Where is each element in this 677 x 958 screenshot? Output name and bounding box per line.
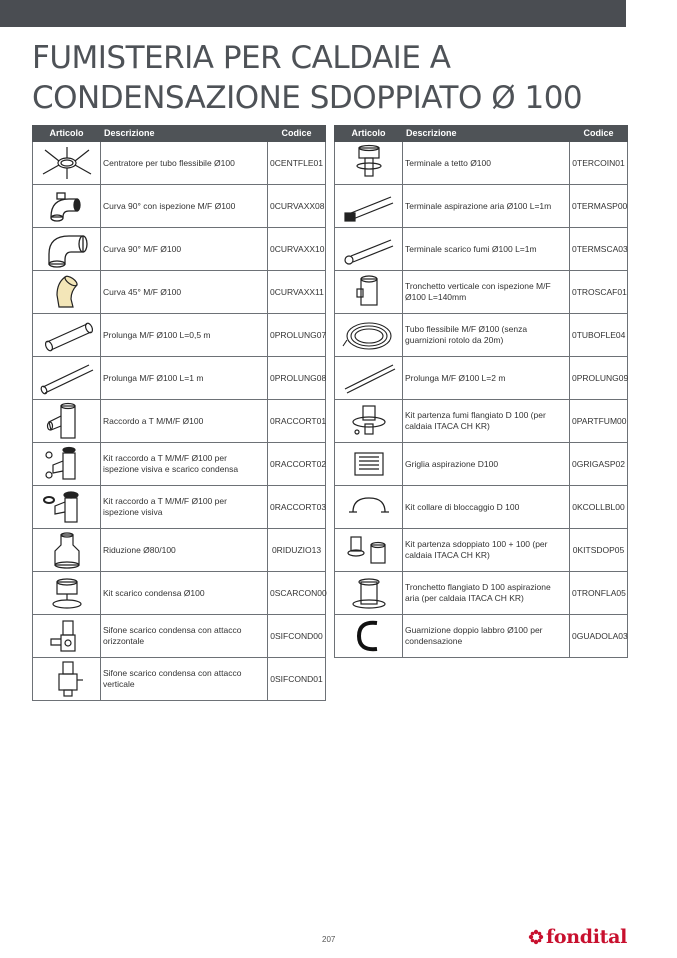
air-intake-terminal-icon [339,187,399,225]
table-row [335,228,628,271]
product-code: 0TERMASP00 [570,185,628,228]
description: Terminale aspirazione aria Ø100 L=1m [403,185,570,228]
product-code: 0PROLUNG07 [268,314,326,357]
tee-kit-inspection-icon [37,488,97,526]
table-row [33,529,326,572]
table-row [33,486,326,529]
product-code: 0PROLUNG08 [268,357,326,400]
table-row [33,314,326,357]
description: Kit raccordo a T M/M/F Ø100 per ispezione visiva e scarico condensa [101,443,268,486]
product-code: 0CURVAXX08 [268,185,326,228]
article-image [33,615,101,658]
table-header [335,126,628,142]
description: Tubo flessibile M/F Ø100 (senza guarnizioni rotolo da 20m) [403,314,570,357]
header-articolo: Articolo [33,126,101,142]
article-image [335,443,403,486]
flue-terminal-icon [339,230,399,268]
description: Sifone scarico condensa con attacco verticale [101,658,268,701]
title-line-2: CONDENSAZIONE SDOPPIATO Ø 100 [32,80,583,116]
article-image [335,400,403,443]
article-image [33,271,101,314]
double-lip-gasket-icon [339,617,399,655]
product-code: 0TRONFLA05 [570,572,628,615]
split-start-kit-icon [339,531,399,569]
description: Kit raccordo a T M/M/F Ø100 per ispezione visiva [101,486,268,529]
table-row [33,400,326,443]
header-descrizione: Descrizione [101,126,268,142]
left-product-table [32,125,326,701]
article-image [335,572,403,615]
brand-name: fondital [546,926,628,948]
table-row [335,529,628,572]
reducer-icon [37,531,97,569]
locking-collar-icon [339,488,399,526]
description: Kit partenza fumi flangiato D 100 (per caldaia ITACA CH KR) [403,400,570,443]
table-row [33,357,326,400]
table-row [335,314,628,357]
product-code: 0SIFCOND00 [268,615,326,658]
page-number: 207 [322,935,336,944]
article-image [33,314,101,357]
product-code: 0PARTFUM00 [570,400,628,443]
product-code: 0RACCORT01 [268,400,326,443]
table-row [33,185,326,228]
table-row [33,142,326,185]
product-code: 0GUADOLA03 [570,615,628,658]
product-code: 0TROSCAF01 [570,271,628,314]
table-row [33,271,326,314]
product-code: 0SCARCON00 [268,572,326,615]
flanged-intake-icon [339,574,399,612]
flexible-hose-coil-icon [339,316,399,354]
article-image [33,443,101,486]
flower-logo-icon [528,929,544,945]
description: Griglia aspirazione D100 [403,443,570,486]
article-image [335,271,403,314]
article-image [335,529,403,572]
title-line-1: FUMISTERIA PER CALDAIE A [32,40,451,76]
article-image [33,400,101,443]
table-row [335,486,628,529]
description: Kit scarico condensa Ø100 [101,572,268,615]
description: Raccordo a T M/M/F Ø100 [101,400,268,443]
description: Terminale a tetto Ø100 [403,142,570,185]
description: Terminale scarico fumi Ø100 L=1m [403,228,570,271]
product-code: 0PROLUNG09 [570,357,628,400]
pipe-2m-icon [339,359,399,397]
description: Guarnizione doppio labbro Ø100 per condensazione [403,615,570,658]
article-image [335,314,403,357]
elbow-90-icon [37,230,97,268]
article-image [335,357,403,400]
description: Curva 90° con ispezione M/F Ø100 [101,185,268,228]
pipe-long-icon [37,359,97,397]
description: Prolunga M/F Ø100 L=0,5 m [101,314,268,357]
page-title [32,38,632,118]
article-image [33,142,101,185]
article-image [33,529,101,572]
roof-terminal-icon [339,144,399,182]
table-row [33,615,326,658]
description: Centratore per tubo flessibile Ø100 [101,142,268,185]
article-image [335,615,403,658]
description: Prolunga M/F Ø100 L=1 m [101,357,268,400]
article-image [33,185,101,228]
elbow-inspection-icon [37,187,97,225]
table-row [335,400,628,443]
product-code: 0RIDUZIO13 [268,529,326,572]
table-row [335,615,628,658]
product-code: 0GRIGASP02 [570,443,628,486]
product-code: 0KCOLLBL00 [570,486,628,529]
right-product-table [334,125,628,658]
siphon-horizontal-icon [37,617,97,655]
table-row [335,572,628,615]
siphon-vertical-icon [37,660,97,698]
table-row [335,271,628,314]
description: Curva 90° M/F Ø100 [101,228,268,271]
product-code: 0CURVAXX10 [268,228,326,271]
description: Tronchetto flangiato D 100 aspirazione aria (per caldaia ITACA CH KR) [403,572,570,615]
article-image [335,486,403,529]
table-row [33,572,326,615]
table-row [33,228,326,271]
product-code: 0RACCORT02 [268,443,326,486]
table-row [335,443,628,486]
product-code: 0TUBOFLE04 [570,314,628,357]
pipe-short-icon [37,316,97,354]
description: Riduzione Ø80/100 [101,529,268,572]
product-code: 0SIFCOND01 [268,658,326,701]
product-code: 0CURVAXX11 [268,271,326,314]
flanged-kit-icon [339,402,399,440]
description: Tronchetto verticale con ispezione M/F Ø100 L=140mm [403,271,570,314]
article-image [33,357,101,400]
table-row [33,658,326,701]
intake-grille-icon [339,445,399,483]
header-descrizione: Descrizione [403,126,570,142]
vertical-inspection-icon [339,273,399,311]
table-row [335,142,628,185]
article-image [33,572,101,615]
article-image [335,228,403,271]
table-row [335,357,628,400]
description: Curva 45° M/F Ø100 [101,271,268,314]
product-code: 0TERCOIN01 [570,142,628,185]
product-code: 0KITSDOP05 [570,529,628,572]
header-codice: Codice [268,126,326,142]
article-image [335,185,403,228]
top-bar [0,0,626,27]
product-code: 0TERMSCA03 [570,228,628,271]
tee-kit-icon [37,445,97,483]
product-code: 0RACCORT03 [268,486,326,529]
article-image [33,658,101,701]
table-row [335,185,628,228]
description: Prolunga M/F Ø100 L=2 m [403,357,570,400]
article-image [335,142,403,185]
brand-logo [528,926,627,948]
description: Kit partenza sdoppiato 100 + 100 (per caldaia ITACA CH KR) [403,529,570,572]
product-code: 0CENTFLE01 [268,142,326,185]
table-header [33,126,326,142]
spider-centering-icon [37,144,97,182]
elbow-45-icon [37,273,97,311]
condensate-drain-icon [37,574,97,612]
header-codice: Codice [570,126,628,142]
tee-icon [37,402,97,440]
description: Kit collare di bloccaggio D 100 [403,486,570,529]
header-articolo: Articolo [335,126,403,142]
description: Sifone scarico condensa con attacco orizzontale [101,615,268,658]
article-image [33,228,101,271]
table-row [33,443,326,486]
article-image [33,486,101,529]
